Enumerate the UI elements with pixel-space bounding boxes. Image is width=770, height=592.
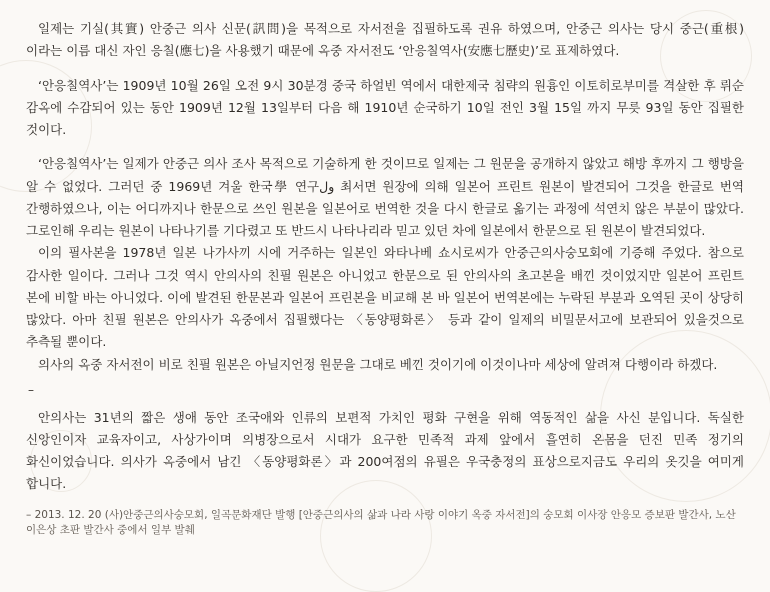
paragraph-5: 의사의 옥중 자서전이 비로 친필 원본은 아닐지언정 원문을 그대로 베낀 것이기에 이것이나마 세상에 알려져 다행이라 하겠다. bbox=[38, 356, 718, 372]
paragraph-4: 이의 필사본을 1978년 일본 나가사끼 시에 거주하는 일본인 와타나베 쇼시로씨가 안중근의사숭모회에 기증해 주었다. 참으로 감사한 일이다. 그러나 그것 역시 안의사의 친필 원본은 아니었고 한문으로 된 안의사의 초고본을 배낀 것이었지만 일본어 프린트 본에 비할 바는 아니었다. 이에 발견된 한문본과 일본어 프린본을 비교해 본 바 일본어 번역본에는 누락된 부분과 오역된 곳이 상당히 많았다. 아마 친필 원본은 안의사가 옥중에서 집필했다는 〈동양평화론〉 등과 같이 일제의 비밀문서고에 보관되어 있을것으로 추측될 뿐이다. bbox=[26, 245, 744, 350]
paragraph-6: 안의사는 31년의 짧은 생애 동안 조국애와 인류의 보편적 가치인 평화 구현을 위해 역동적인 삶을 사신 분입니다. 독실한 신앙인이자 교육자이고, 사상가이며 의병장으로서 시대가 요구한 민족적 과제 앞에서 흘연히 온몸을 던진 민족 정기의 화신이었습니다. 의사가 옥중에서 남긴 〈동양평화론〉과 200여점의 유필은 우국충정의 표상으로지금도 우리의 옷깃을 여미게 합니다. bbox=[26, 409, 744, 492]
source-footnote: – 2013. 12. 20 (사)안중근의사숭모회, 일곡문화재단 발행 [안중근의사의 삶과 나라 사랑 이야기 옥중 자서전]의 숭모회 이사장 안응모 증보판 발간사, 노산 이은상 초판 발간사 중에서 일부 발췌 bbox=[26, 508, 736, 537]
paragraph-1: 일제는 기실(其實) 안중근 의사 신문(訊問)을 목적으로 자서전을 집필하도록 권유 하였으며, 안중근 의사는 당시 중근(重根) 이라는 이름 대신 자인 응칠(應七)을 사용했기 때문에 옥중 자서전도 ‘안응칠역사(安應七歷史)’로 표제하였다. bbox=[26, 21, 744, 59]
paragraph-2: ‘안응칠역사’는 1909년 10월 26일 오전 9시 30분경 중국 하얼빈 역에서 대한제국 침략의 원흉인 이토히로부미를 격살한 후 뤼순 감옥에 수감되어 있는 동안 1909년 12월 13일부터 다음 해 1910년 순국하기 10일 전인 3월 15일 까지 무릇 93일 동안 집필한 것이다. bbox=[26, 77, 744, 137]
section-divider: – bbox=[28, 382, 34, 397]
paragraph-3: ‘안응칠역사’는 일제가 안중근 의사 조사 목적으로 기술하게 한 것이므로 일제는 그 원문을 공개하지 않았고 해방 후까지 그 행방을 알 수 없었다. 그러던 중 1969년 겨울 한국學 연구ول 최서면 원장에 의해 일본어 프린트 원본이 발견되어 그것을 한글로 번역 간행하였으나, 이는 어디까지나 한문으로 쓰인 원본을 일본어로 번역한 것을 다시 한글로 옮기는 과정에 석연치 않은 부분이 많았다. 그로인해 우리는 원본이 나타나기를 기다렸고 또 반드시 나타나리라 믿고 있던 차에 일본에서 한문으로 된 원본이 발견되었다. bbox=[26, 156, 744, 238]
